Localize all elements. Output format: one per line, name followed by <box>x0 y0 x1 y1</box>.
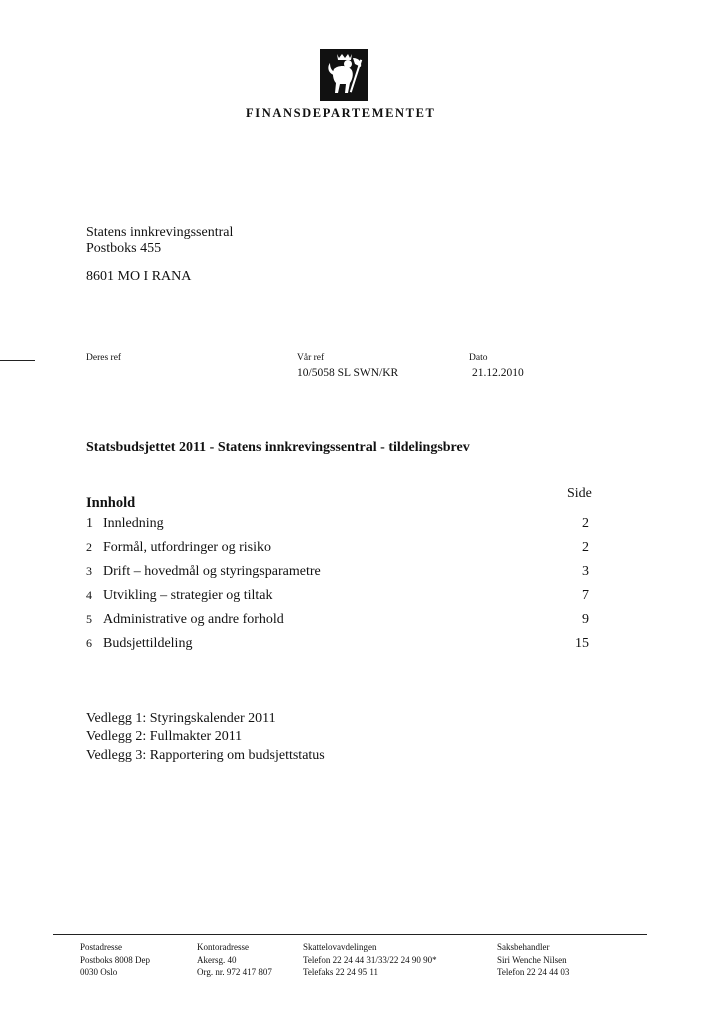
dato-label: Dato <box>469 353 488 363</box>
footer-avdeling-line: Telefon 22 24 44 31/33/22 24 90 90* <box>303 954 437 965</box>
footer-postadresse-heading: Postadresse <box>80 942 122 952</box>
toc-item-number: 4 <box>86 588 92 602</box>
toc-item-number: 6 <box>86 636 92 650</box>
toc-item <box>86 612 589 632</box>
deres-ref-label: Deres ref <box>86 353 122 363</box>
toc-item-page: 3 <box>582 564 589 579</box>
letter-subject: Statsbudsjettet 2011 - Statens innkrevingssentral - tildelingsbrev <box>86 440 470 455</box>
var-ref-label: Vår ref <box>297 353 325 363</box>
footer-avdeling-line: Telefaks 22 24 95 11 <box>303 967 379 977</box>
ministry-name: FINANSDEPARTEMENTET <box>246 106 436 120</box>
footer-avdeling-heading: Skattelovavdelingen <box>303 942 377 952</box>
lion-icon <box>320 49 368 101</box>
toc-item-label: Utvikling – strategier og tiltak <box>103 588 273 603</box>
toc-item-label: Administrative og andre forhold <box>103 612 284 627</box>
dato-value: 21.12.2010 <box>472 367 524 379</box>
toc-item <box>86 540 589 560</box>
footer-avdeling <box>303 941 437 979</box>
attachment-item: Vedlegg 3: Rapportering om budsjettstatus <box>86 748 325 763</box>
toc-item-number: 3 <box>86 564 92 578</box>
attachment-item: Vedlegg 1: Styringskalender 2011 <box>86 711 276 726</box>
toc-title: Innhold <box>86 495 136 511</box>
footer-kontoradresse-line: Org. nr. 972 417 807 <box>197 967 272 977</box>
toc-item <box>86 636 589 656</box>
toc-page-header: Side <box>567 486 592 501</box>
footer-divider <box>53 934 647 935</box>
toc-item <box>86 564 589 584</box>
fold-mark <box>0 360 35 361</box>
footer-postadresse-line: Postboks 8008 Dep <box>80 954 151 965</box>
toc-item-page: 2 <box>582 516 589 531</box>
toc-item-page: 9 <box>582 612 589 627</box>
recipient-name: Statens innkrevingssentral <box>86 225 234 240</box>
footer-postadresse-line: 0030 Oslo <box>80 967 118 977</box>
toc-item-number: 2 <box>86 540 92 554</box>
toc-item <box>86 588 589 608</box>
attachment-item: Vedlegg 2: Fullmakter 2011 <box>86 729 243 744</box>
recipient-postal: 8601 MO I RANA <box>86 269 192 284</box>
footer-kontoradresse-line: Akersg. 40 <box>197 954 237 965</box>
toc-item-label: Formål, utfordringer og risiko <box>103 540 271 555</box>
footer-postadresse <box>80 941 150 979</box>
toc-item-number: 5 <box>86 612 92 626</box>
footer-kontoradresse <box>197 941 272 979</box>
var-ref-value: 10/5058 SL SWN/KR <box>297 367 399 379</box>
toc-item-label: Budsjettildeling <box>103 636 193 651</box>
footer-saksbehandler-heading: Saksbehandler <box>497 942 550 952</box>
toc-item <box>86 516 589 536</box>
coat-of-arms-logo <box>320 49 368 101</box>
footer-saksbehandler-line: Telefon 22 24 44 03 <box>497 967 570 977</box>
recipient-postbox: Postboks 455 <box>86 241 162 256</box>
toc-item-label: Innledning <box>103 516 164 531</box>
toc-item-page: 15 <box>575 636 589 651</box>
footer-saksbehandler-line: Siri Wenche Nilsen <box>497 954 567 965</box>
footer-saksbehandler <box>497 941 569 979</box>
footer-kontoradresse-heading: Kontoradresse <box>197 942 249 952</box>
toc-item-page: 7 <box>582 588 589 603</box>
toc-item-page: 2 <box>582 540 589 555</box>
toc-item-number: 1 <box>86 516 93 531</box>
toc-item-label: Drift – hovedmål og styringsparametre <box>103 564 321 579</box>
